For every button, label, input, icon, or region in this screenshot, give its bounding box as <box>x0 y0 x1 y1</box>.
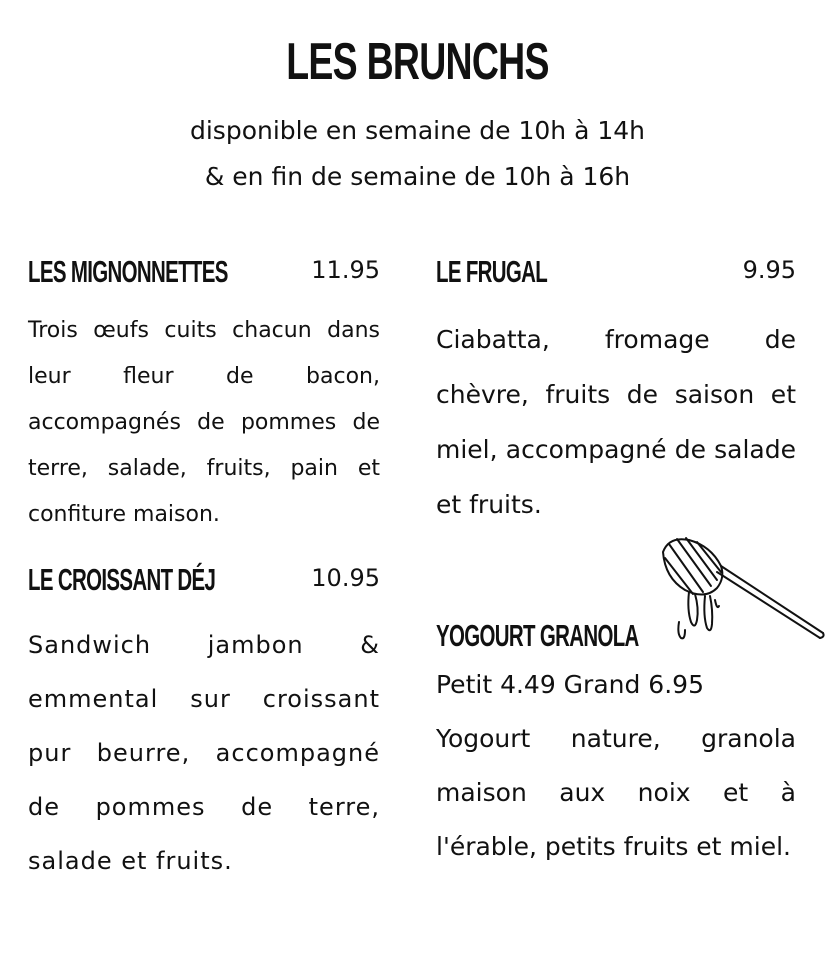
menu-item-name: LE CROISSANT DÉJ <box>28 562 216 597</box>
menu-item-name: YOGOURT GRANOLA <box>436 618 639 653</box>
menu-item-price: 10.95 <box>311 564 380 592</box>
menu-item-description: Sandwich jambon & emmental sur croissant pur beurre, accompagné de pommes de terre, salade et fruits. <box>28 631 380 875</box>
menu-item-description: Ciabatta, fromage de chèvre, fruits de saison et miel, accompagné de salade et fruits. <box>436 325 796 519</box>
menu-item-name: LES MIGNONNETTES <box>28 254 228 289</box>
availability-weekend: & en fin de semaine de 10h à 16h <box>204 162 631 191</box>
menu-item-header <box>28 564 380 600</box>
menu-item-yogourt <box>436 620 796 874</box>
menu-item-price: 9.95 <box>742 256 796 284</box>
menu-item-frugal <box>436 256 796 532</box>
menu-item-mignonnettes <box>28 256 380 538</box>
menu-item-header <box>436 256 796 292</box>
menu-item-price-sizes: Petit 4.49 Grand 6.95 <box>436 670 704 699</box>
menu-item-description: Yogourt nature, granola maison aux noix et à l'érable, petits fruits et miel. <box>436 724 796 861</box>
menu-item-header <box>28 256 380 292</box>
menu-item-croissant <box>28 564 380 888</box>
menu-item-name: LE FRUGAL <box>436 254 548 289</box>
page-title: LES BRUNCHS <box>286 33 549 91</box>
menu-item-price: 11.95 <box>311 256 380 284</box>
menu-item-header <box>436 620 796 656</box>
availability-weekdays: disponible en semaine de 10h à 14h <box>189 116 646 145</box>
menu-item-description: Trois œufs cuits chacun dans leur fleur de bacon, accompagnés de pommes de terre, salade, fruits, pain et confiture maison. <box>28 318 380 527</box>
